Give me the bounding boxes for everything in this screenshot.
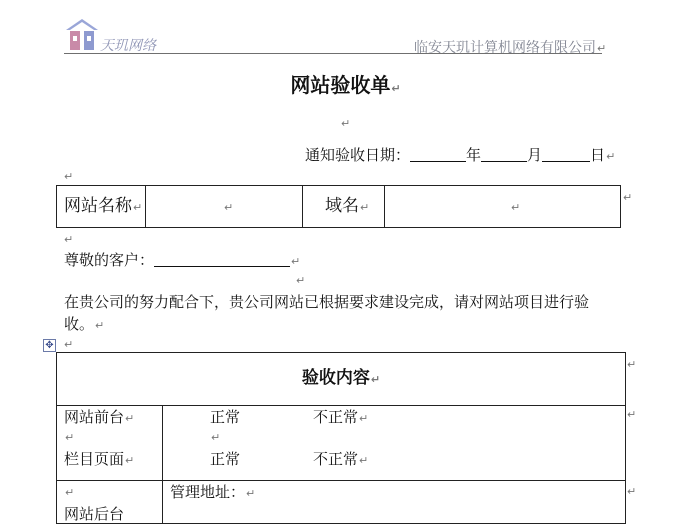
site-name-field[interactable]: ↵ [224,201,234,214]
row-end-mark: ↵ [627,408,637,421]
month-blank[interactable] [481,146,527,162]
year-label: 年 [466,146,482,164]
inspection-table [56,352,626,524]
house-logo-icon [64,16,100,52]
domain-label: 域名↵ [325,196,370,216]
brand-name: 天玑网络 [100,38,156,54]
paragraph-mark: ↵ [64,338,74,351]
day-label: 日 [590,146,606,164]
paragraph-mark: ↵ [64,170,74,183]
frontend-option-abnormal[interactable]: 不正常↵ [313,408,369,426]
row-label-columns: 栏目页面↵ [64,450,135,468]
paragraph-mark: ↵ [65,431,75,444]
paragraph-mark: ↵ [64,233,74,246]
section-title: 验收内容↵ [301,368,381,388]
site-info-table [56,185,621,228]
greeting-line: 尊敬的客户： ↵ [64,251,301,269]
intro-paragraph-line1: 在贵公司的努力配合下，贵公司网站已根据要求建设完成，请对网站项目进行验 [64,293,590,311]
frontend-option-normal[interactable]: 正常 [210,408,241,426]
paragraph-mark: ↵ [65,486,75,499]
admin-address-label: 管理地址：↵ [170,483,256,501]
header-divider [64,53,602,54]
row-label-backend: 网站后台 [64,505,125,523]
columns-option-normal[interactable]: 正常 [210,450,241,468]
company-name: 临安天玑计算机网络有限公司↵ [414,40,607,56]
document-title: 网站验收单↵ [290,73,401,97]
paragraph-mark: ↵ [341,117,351,130]
columns-option-abnormal[interactable]: 不正常↵ [313,450,369,468]
table-move-handle-icon[interactable]: ✥ [43,339,56,352]
row-end-mark: ↵ [623,191,633,204]
notify-date-line: 通知验收日期： 年 月 日↵ [305,146,616,164]
intro-paragraph-line2: 收。↵ [64,315,105,333]
day-blank[interactable] [542,146,590,162]
paragraph-mark: ↵ [296,274,306,287]
customer-name-blank[interactable] [154,251,290,267]
notify-date-label: 通知验收日期： [305,146,411,164]
year-blank[interactable] [410,146,466,162]
site-name-label: 网站名称↵ [64,196,143,216]
row-end-mark: ↵ [627,358,637,371]
domain-field[interactable]: ↵ [511,201,521,214]
month-label: 月 [527,146,543,164]
row-label-frontend: 网站前台↵ [64,408,135,426]
row-end-mark: ↵ [627,485,637,498]
paragraph-mark: ↵ [211,431,221,444]
